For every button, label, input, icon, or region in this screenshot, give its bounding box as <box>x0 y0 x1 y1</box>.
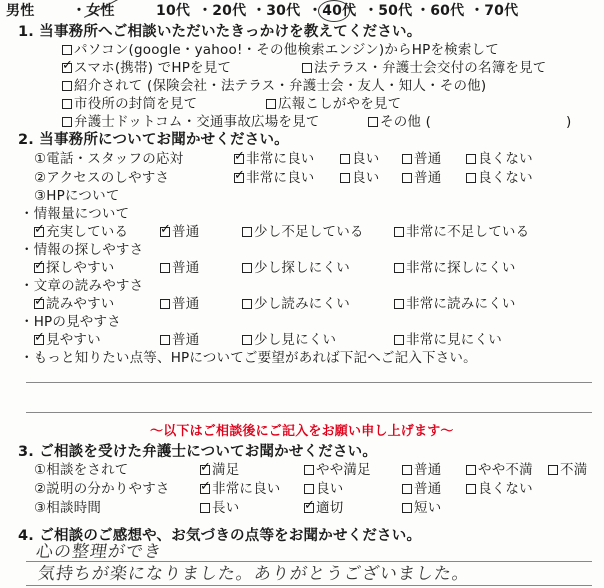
q1-option-bus[interactable] <box>266 96 401 112</box>
option-label: 法テラス・弁護士会交付の名簿を見て <box>314 60 547 76</box>
q2-access-label: ②アクセスのしやすさ <box>34 170 170 186</box>
option-label: 非常に良い <box>246 170 315 186</box>
option-label: 探しやすい <box>46 260 115 276</box>
checkbox[interactable] <box>302 63 312 73</box>
option-label: 良い <box>352 170 380 186</box>
q3-explain-label: ②説明の分かりやすさ <box>34 481 170 497</box>
option-label: 少し読みにくい <box>254 296 350 312</box>
checkbox[interactable] <box>394 263 404 273</box>
hp-request-text: ・もっと知りたい点等、HPについてご要望があれば下記へご記入下さい。 <box>20 350 477 366</box>
option-label: 非常に見にくい <box>406 332 502 348</box>
option-label: 非常に不足している <box>406 224 530 240</box>
time-opt-3[interactable] <box>402 500 441 516</box>
checkbox[interactable] <box>200 503 210 513</box>
access-normal[interactable] <box>402 170 441 186</box>
time-opt-1[interactable] <box>200 500 239 516</box>
consult-opt-3[interactable] <box>402 462 441 478</box>
request-line-2[interactable] <box>26 412 592 413</box>
comment-line-1[interactable] <box>26 561 592 562</box>
search-title: ・情報の探しやすさ <box>20 242 144 258</box>
consult-opt-5[interactable] <box>548 462 587 478</box>
checkbox-checked[interactable] <box>34 299 44 309</box>
checkbox-checked[interactable] <box>160 227 170 237</box>
checkbox[interactable] <box>160 263 170 273</box>
view-opt-4[interactable] <box>394 332 502 348</box>
checkbox[interactable] <box>340 173 350 183</box>
consult-opt-1[interactable] <box>200 462 239 478</box>
option-label: 普通 <box>172 224 200 240</box>
gender-female[interactable]: ・女性 <box>72 3 115 19</box>
checkbox-checked[interactable] <box>234 173 244 183</box>
q1-option-terrace[interactable] <box>302 60 547 76</box>
handwritten-line-1: 心の整理ができ <box>34 542 164 562</box>
search-opt-4[interactable] <box>394 260 516 276</box>
option-label: 非常に良い <box>246 151 315 167</box>
option-label: 満足 <box>212 462 240 478</box>
q1-option-pc[interactable] <box>62 42 499 58</box>
age-30s[interactable]: ・30代 <box>252 3 301 19</box>
option-label: 市役所の封筒を見て <box>74 96 198 112</box>
checkbox[interactable] <box>62 117 72 127</box>
age-70s[interactable]: ・70代 <box>470 3 519 19</box>
staff-normal[interactable] <box>402 151 441 167</box>
checkbox[interactable] <box>266 99 276 109</box>
search-opt-2[interactable] <box>160 260 199 276</box>
age-20s[interactable]: ・20代 <box>198 3 247 19</box>
info-title: ・情報量について <box>20 206 130 222</box>
explain-opt-4[interactable] <box>466 481 533 497</box>
info-opt-3[interactable] <box>242 224 364 240</box>
option-label: 良くない <box>478 481 533 497</box>
info-opt-2[interactable] <box>160 224 199 240</box>
read-opt-4[interactable] <box>394 296 516 312</box>
search-opt-1[interactable] <box>34 260 115 276</box>
checkbox[interactable] <box>394 335 404 345</box>
q3-time-label: ③相談時間 <box>34 500 102 516</box>
checkbox-checked[interactable] <box>200 465 210 475</box>
checkbox[interactable] <box>62 81 72 91</box>
option-label: 良い <box>352 151 380 167</box>
read-title: ・文章の読みやすさ <box>20 278 144 294</box>
option-label: 少し不足している <box>254 224 364 240</box>
option-label: 少し探しにくい <box>254 260 350 276</box>
explain-opt-1[interactable] <box>200 481 281 497</box>
checkbox[interactable] <box>62 99 72 109</box>
checkbox[interactable] <box>242 227 252 237</box>
checkbox[interactable] <box>242 263 252 273</box>
q1-other-close-paren: ) <box>566 114 572 130</box>
option-label: やや満足 <box>316 462 371 478</box>
option-label: 長い <box>212 500 240 516</box>
checkbox[interactable] <box>402 154 412 164</box>
checkbox[interactable] <box>402 465 412 475</box>
option-label: パソコン(google・yahoo!・その他検索エンジン)からHPを検索して <box>74 42 499 58</box>
option-label: 普通 <box>414 151 442 167</box>
checkbox-checked[interactable] <box>304 503 314 513</box>
view-opt-2[interactable] <box>160 332 199 348</box>
option-label: スマホ(携帯) でHPを見て <box>74 60 232 76</box>
access-very-good[interactable] <box>234 170 315 186</box>
q3-title: 3. ご相談を受けた弁護士についてお聞かせください。 <box>18 444 378 460</box>
checkbox[interactable] <box>242 299 252 309</box>
checkbox[interactable] <box>160 335 170 345</box>
option-label: 不満 <box>560 462 588 478</box>
q4-title: 4. ご相談のご感想や、お気づきの点等をお聞かせください。 <box>18 528 422 544</box>
option-label: 普通 <box>172 260 200 276</box>
q2-hp-label: ③HPについて <box>34 188 120 204</box>
checkbox[interactable] <box>466 465 476 475</box>
explain-opt-2[interactable] <box>304 481 343 497</box>
staff-very-good[interactable] <box>234 151 315 167</box>
info-opt-1[interactable] <box>34 224 128 240</box>
consult-opt-2[interactable] <box>304 462 371 478</box>
option-label: やや不満 <box>478 462 533 478</box>
handwritten-line-2: 気持ちが楽になりました。ありがとうございました。 <box>36 564 472 584</box>
view-opt-3[interactable] <box>242 332 336 348</box>
read-opt-3[interactable] <box>242 296 350 312</box>
option-label: 見やすい <box>46 332 101 348</box>
option-label: その他 ( <box>380 114 432 130</box>
option-label: 普通 <box>172 332 200 348</box>
view-title: ・HPの見やすさ <box>20 314 121 330</box>
view-opt-1[interactable] <box>34 332 101 348</box>
option-label: 非常に良い <box>212 481 281 497</box>
checkbox[interactable] <box>402 503 412 513</box>
option-label: 良くない <box>478 170 533 186</box>
q3-consult-label: ①相談をされて <box>34 462 129 478</box>
explain-opt-3[interactable] <box>402 481 441 497</box>
option-label: 非常に探しにくい <box>406 260 516 276</box>
option-label: 普通 <box>414 170 442 186</box>
read-opt-2[interactable] <box>160 296 199 312</box>
option-label: 充実している <box>46 224 129 240</box>
checkbox[interactable] <box>368 117 378 127</box>
age-10s[interactable]: 10代 <box>156 3 191 19</box>
age-40s[interactable]: ・40代 <box>308 3 357 19</box>
consult-opt-4[interactable] <box>466 462 533 478</box>
q1-title: 1. 当事務所へご相談いただいたきっかけを教えてください。 <box>18 24 422 40</box>
gender-male[interactable]: 男性 <box>6 3 35 19</box>
info-opt-4[interactable] <box>394 224 529 240</box>
q1-option-smartphone[interactable] <box>62 60 231 76</box>
checkbox[interactable] <box>394 227 404 237</box>
option-label: 良い <box>316 481 344 497</box>
q1-option-cityhall[interactable] <box>62 96 197 112</box>
checkbox[interactable] <box>160 299 170 309</box>
checkbox[interactable] <box>394 299 404 309</box>
q1-option-bengoshi[interactable] <box>62 114 320 130</box>
staff-bad[interactable] <box>466 151 533 167</box>
checkbox-checked[interactable] <box>34 263 44 273</box>
q2-staff-label: ①電話・スタッフの応対 <box>34 151 184 167</box>
access-good[interactable] <box>340 170 379 186</box>
option-label: 少し見にくい <box>254 332 337 348</box>
checkbox[interactable] <box>466 484 476 494</box>
q1-option-referral[interactable] <box>62 78 486 94</box>
age-40s-circle-mark <box>318 0 350 22</box>
checkbox[interactable] <box>402 173 412 183</box>
option-label: 紹介されて (保険会社・法テラス・弁護士会・友人・知人・その他) <box>74 78 487 94</box>
checkbox-checked[interactable] <box>62 63 72 73</box>
option-label: 非常に読みにくい <box>406 296 516 312</box>
checkbox[interactable] <box>62 45 72 55</box>
q2-title: 2. 当事務所についてお聞かせください。 <box>18 132 289 148</box>
option-label: 普通 <box>172 296 200 312</box>
search-opt-3[interactable] <box>242 260 350 276</box>
checkbox[interactable] <box>304 484 314 494</box>
checkbox-checked[interactable] <box>200 484 210 494</box>
checkbox[interactable] <box>466 173 476 183</box>
read-opt-1[interactable] <box>34 296 115 312</box>
time-opt-2[interactable] <box>304 500 343 516</box>
q1-option-other[interactable] <box>368 114 431 130</box>
checkbox[interactable] <box>548 465 558 475</box>
option-label: 普通 <box>414 481 442 497</box>
option-label: 読みやすい <box>46 296 115 312</box>
option-label: 弁護士ドットコム・交通事故広場を見て <box>74 114 320 130</box>
comment-line-2[interactable] <box>26 585 592 586</box>
option-label: 普通 <box>414 462 442 478</box>
checkbox-checked[interactable] <box>34 335 44 345</box>
age-60s[interactable]: ・60代 <box>416 3 465 19</box>
option-label: 良くない <box>478 151 533 167</box>
option-label: 広報こしがやを見て <box>278 96 402 112</box>
checkbox-checked[interactable] <box>34 227 44 237</box>
notice-text: ～以下はご相談後にご記入をお願い申し上げます～ <box>150 424 454 439</box>
checkbox[interactable] <box>340 154 350 164</box>
option-label: 適切 <box>316 500 344 516</box>
checkbox[interactable] <box>304 465 314 475</box>
access-bad[interactable] <box>466 170 533 186</box>
age-50s[interactable]: ・50代 <box>364 3 413 19</box>
staff-good[interactable] <box>340 151 379 167</box>
checkbox-checked[interactable] <box>234 154 244 164</box>
request-line-1[interactable] <box>26 382 592 383</box>
checkbox[interactable] <box>242 335 252 345</box>
checkbox[interactable] <box>402 484 412 494</box>
checkbox[interactable] <box>466 154 476 164</box>
option-label: 短い <box>414 500 442 516</box>
